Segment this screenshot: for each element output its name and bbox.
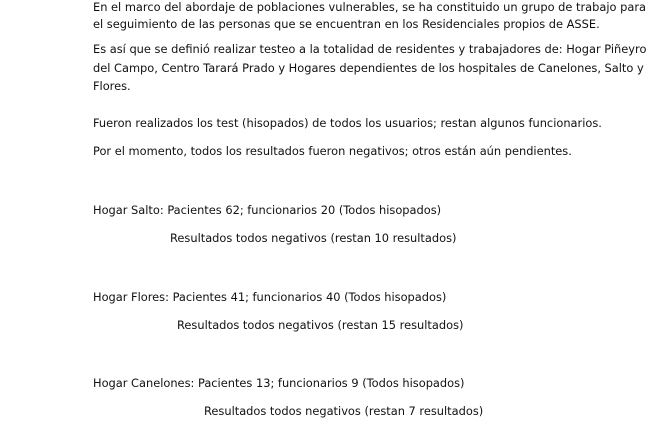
hogar-canelones-summary: Hogar Canelones: Pacientes 13; funcionarios 9 (Todos hisopados) <box>93 376 465 390</box>
hogar-flores-summary: Hogar Flores: Pacientes 41; funcionarios 40 (Todos hisopados) <box>93 290 447 304</box>
hogar-salto-result: Resultados todos negativos (restan 10 resultados) <box>170 231 457 245</box>
paragraph-1-line-1: En el marco del abordaje de poblaciones vulnerables, se ha constituido un grupo de trabajo para <box>93 0 646 14</box>
paragraph-1-line-2: el seguimiento de las personas que se encuentran en los Residenciales propios de ASSE. <box>93 17 600 31</box>
hogar-salto-summary: Hogar Salto: Pacientes 62; funcionarios 20 (Todos hisopados) <box>93 203 442 217</box>
paragraph-2-line-3: Flores. <box>93 79 131 93</box>
paragraph-2-line-2: del Campo, Centro Tarará Prado y Hogares dependientes de los hospitales de Canelones, Salto y <box>93 61 644 75</box>
paragraph-4: Por el momento, todos los resultados fueron negativos; otros están aún pendientes. <box>93 144 572 158</box>
hogar-flores-result: Resultados todos negativos (restan 15 resultados) <box>177 318 464 332</box>
paragraph-3: Fueron realizados los test (hisopados) de todos los usuarios; restan algunos funcionarios. <box>93 116 602 130</box>
paragraph-2-line-1: Es así que se definió realizar testeo a la totalidad de residentes y trabajadores de: Hogar Piñeyro <box>93 42 647 56</box>
hogar-canelones-result: Resultados todos negativos (restan 7 resultados) <box>204 404 484 418</box>
